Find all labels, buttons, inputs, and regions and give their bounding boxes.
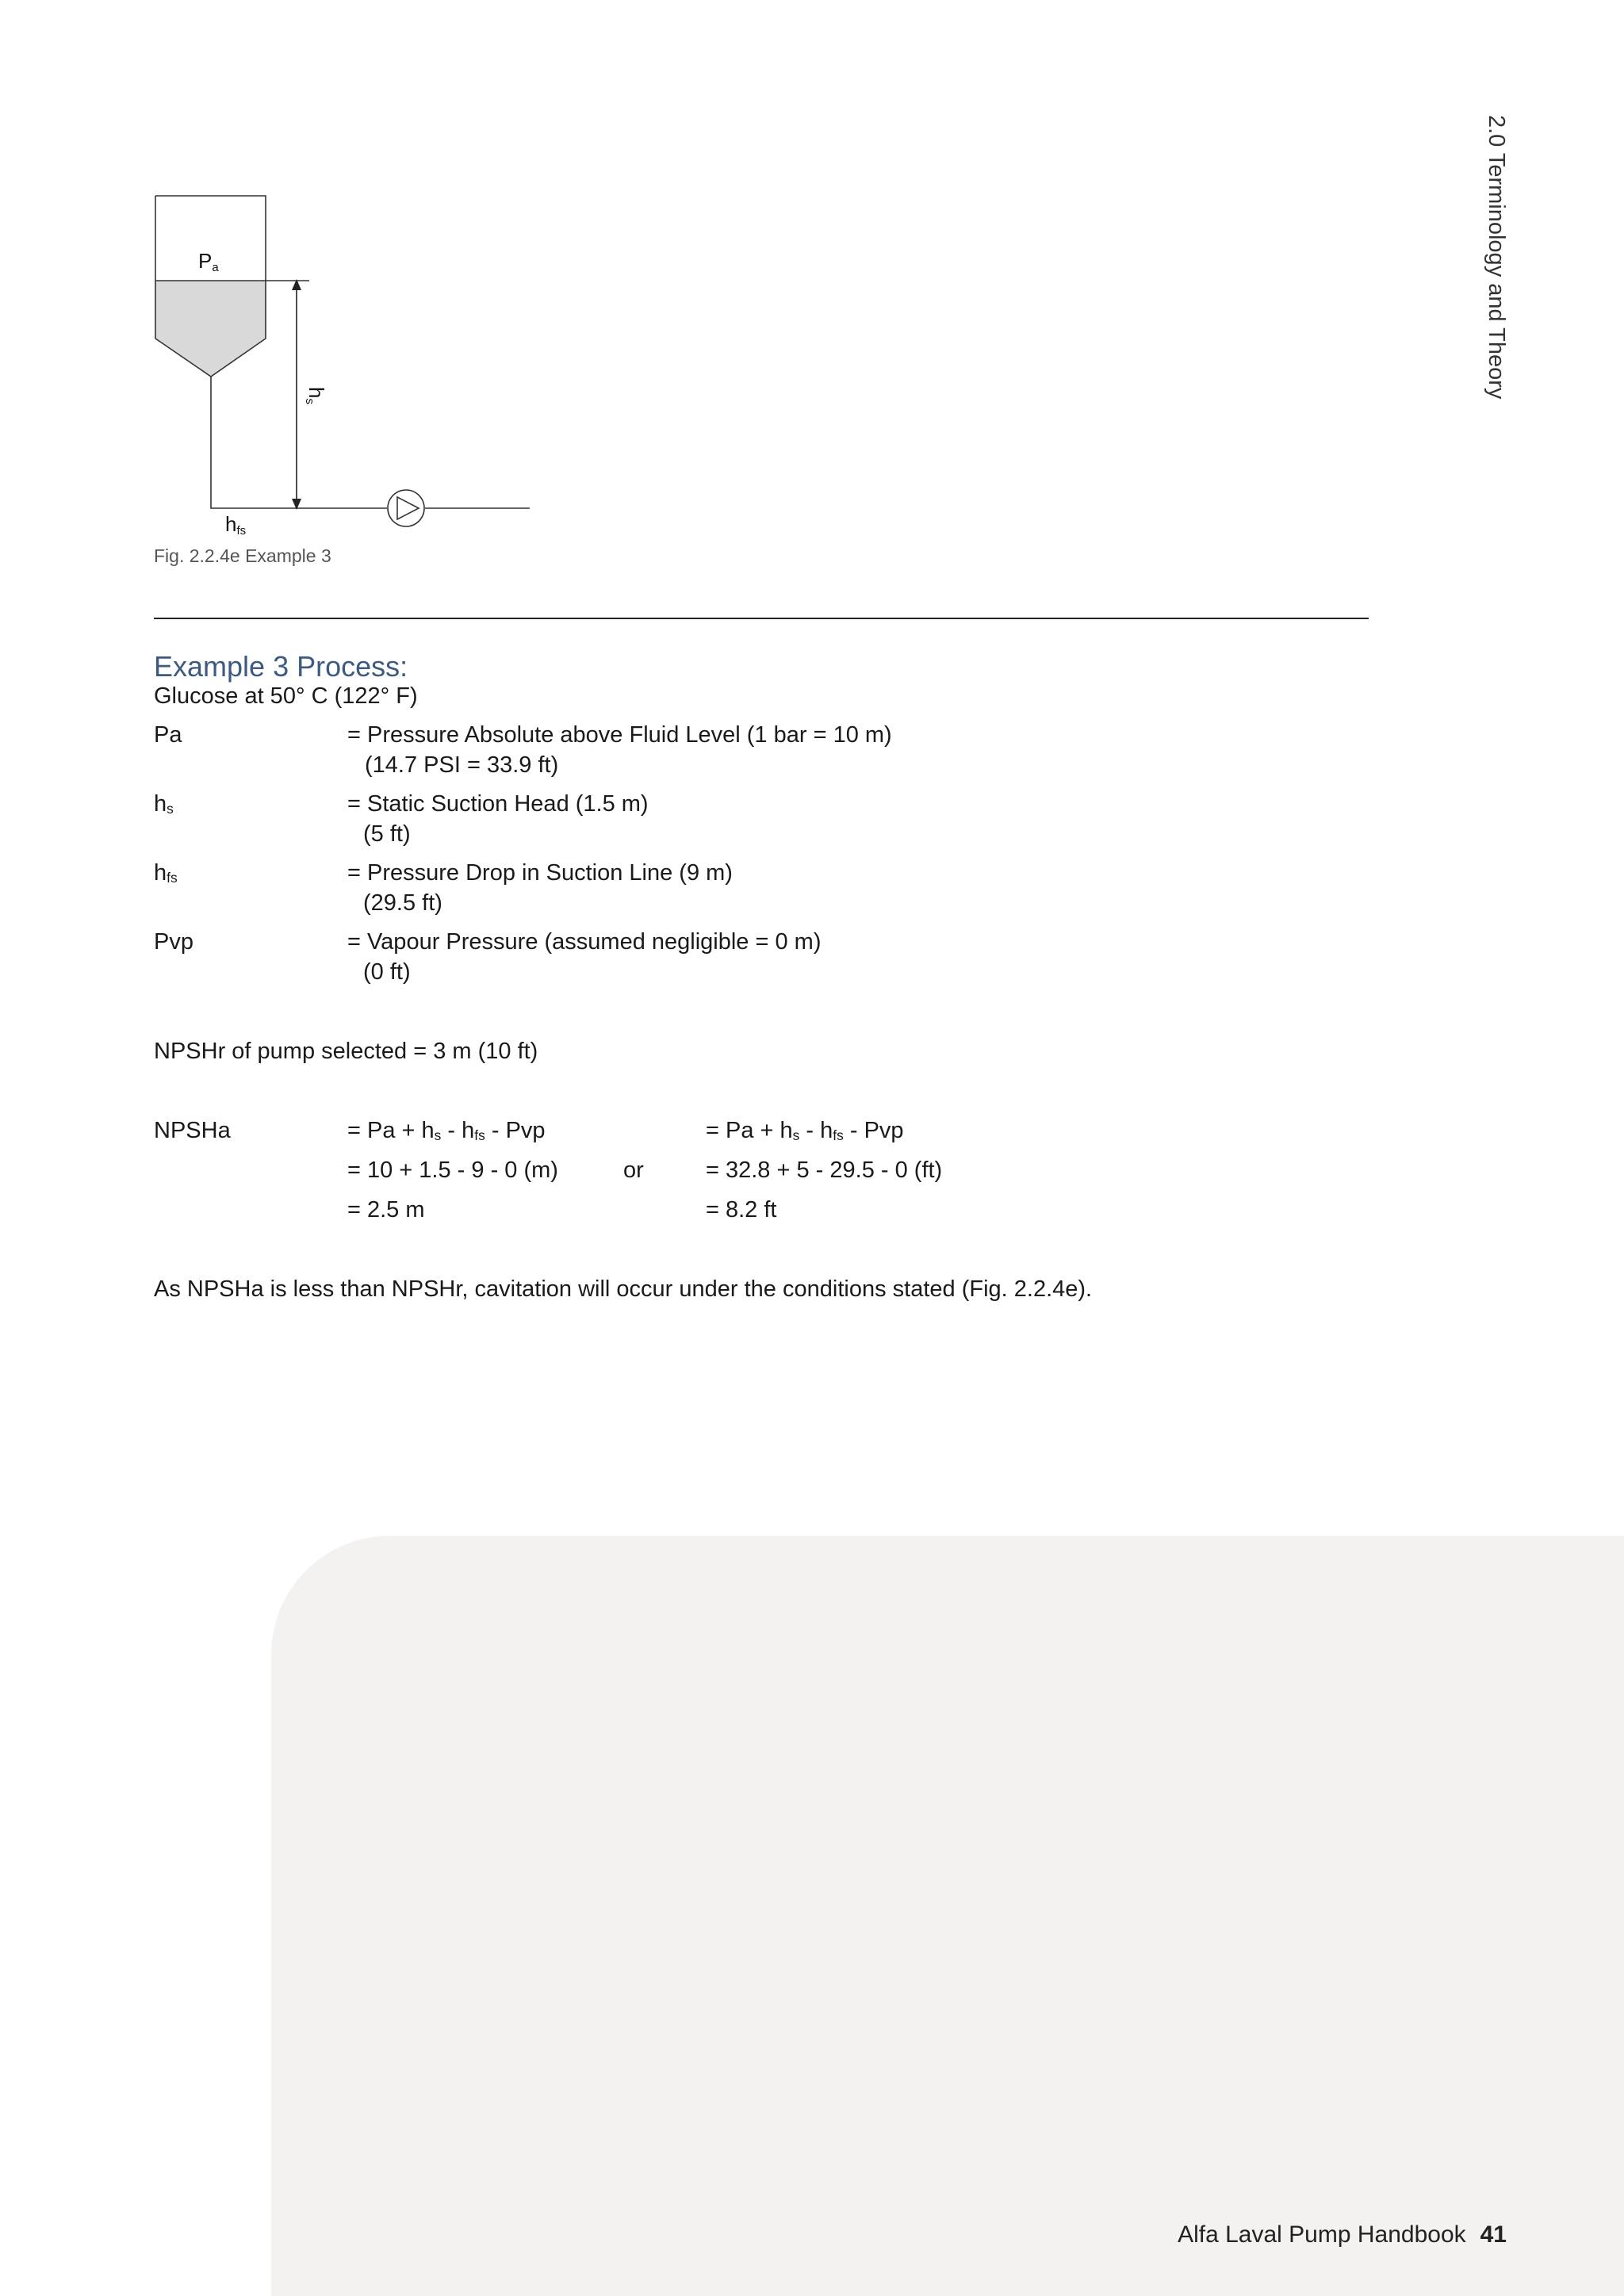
- suction-pipe: [211, 377, 387, 508]
- npsha-metric-substitution: = 10 + 1.5 - 9 - 0 (m): [347, 1158, 558, 1183]
- definition-term: $h_s$: [154, 791, 174, 817]
- page-footer: [1178, 2221, 1507, 2248]
- label-hfs: h: [225, 512, 237, 536]
- background-panel: [271, 1536, 1624, 2296]
- npsha-or: or: [623, 1158, 644, 1183]
- page-number: 41: [1480, 2221, 1507, 2248]
- tank-liquid: [155, 281, 266, 377]
- npsha-label: NPSHa: [154, 1118, 231, 1143]
- npsha-imperial-substitution: = 32.8 + 5 - 29.5 - 0 (ft): [706, 1158, 943, 1183]
- label-hs-sub: s: [303, 398, 316, 404]
- definition-text: = Vapour Pressure (assumed negligible = 0 m) (0 ft): [347, 929, 822, 985]
- suction-diagram: [151, 190, 539, 539]
- label-pa-sub: a: [212, 261, 219, 274]
- footer-title: Alfa Laval Pump Handbook: [1178, 2221, 1466, 2248]
- label-pa: P: [198, 249, 213, 273]
- section-divider: [154, 618, 1369, 619]
- section-subtitle: Glucose at 50° C (122° F): [154, 683, 418, 709]
- definition-term: Pa: [154, 722, 182, 748]
- definition-term: Pvp: [154, 929, 193, 955]
- definition-term: $h_{fs}$: [154, 860, 178, 886]
- definition-text: = Pressure Drop in Suction Line (9 m) (29.5 ft): [347, 860, 733, 916]
- npshr-statement: NPSHr of pump selected = 3 m (10 ft): [154, 1039, 538, 1064]
- svg-text:Pa: [198, 249, 219, 274]
- definition-text: = Pressure Absolute above Fluid Level (1 bar = 10 m) (14.7 PSI = 33.9 ft): [347, 722, 892, 778]
- npsha-metric-result: = 2.5 m: [347, 1197, 425, 1223]
- figure-caption: Fig. 2.2.4e Example 3: [154, 545, 331, 566]
- section-title: Example 3 Process:: [154, 650, 408, 683]
- npsha-metric-formula: = $Pa + h_s - h_{fs}$ - Pvp: [347, 1118, 546, 1143]
- npsha-imperial-result: = 8.2 ft: [706, 1197, 777, 1223]
- svg-text:hs: [303, 387, 328, 404]
- conclusion-text: As NPSHa is less than NPSHr, cavitation will occur under the conditions stated (Fig. 2.2.4e).: [154, 1276, 1093, 1302]
- svg-text:hfs: [225, 512, 246, 538]
- definition-text: = Static Suction Head (1.5 m) (5 ft): [347, 791, 649, 847]
- label-hfs-sub: fs: [236, 524, 247, 538]
- label-hs: h: [304, 387, 328, 399]
- chapter-tab: 2.0 Terminology and Theory: [1484, 115, 1509, 400]
- npsha-imperial-formula: = $Pa + h_s - h_{fs}$ - Pvp: [706, 1118, 904, 1143]
